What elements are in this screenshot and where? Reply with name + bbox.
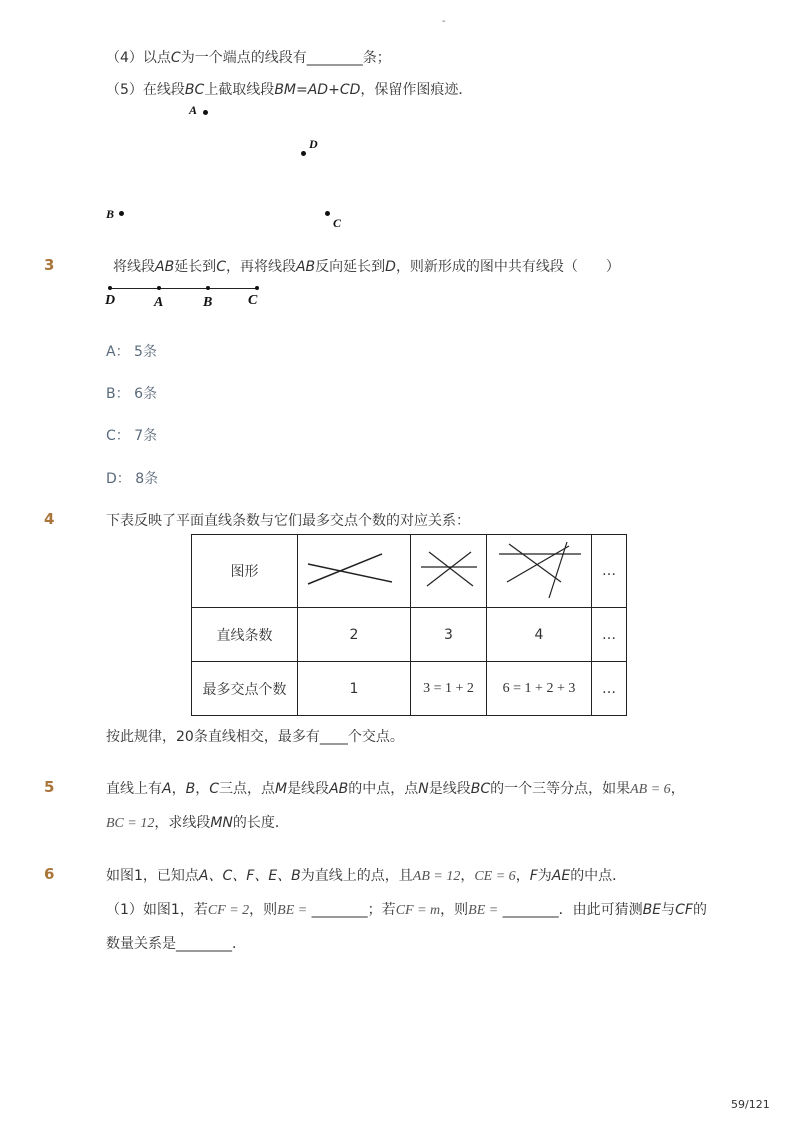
q6-equation-ce: CE = 6 — [474, 869, 516, 884]
q6-equation-cf: CF = 2 — [207, 903, 250, 918]
q4-table — [191, 534, 627, 716]
header-mark: - — [442, 16, 446, 27]
point-label-d: D — [309, 137, 318, 151]
intersection-cell: 1 — [298, 662, 411, 716]
four-lines-figure — [493, 538, 585, 600]
intersection-cell: 3 = 1 + 2 — [411, 662, 487, 716]
q5-text: ，求线段 — [154, 815, 211, 831]
q6-line-1 — [106, 865, 626, 885]
q3-var-1: AB — [155, 259, 175, 275]
option-value: 8条 — [135, 471, 159, 487]
option-value: 7条 — [134, 428, 158, 444]
q5-text: ， — [670, 781, 685, 797]
option-letter: A： — [106, 344, 130, 360]
q3-label-b: B — [203, 295, 213, 310]
q6-equation-ab: AB = 12 — [412, 869, 461, 884]
q5-var-mn: MN — [210, 815, 233, 831]
q2-part5-pre: （5）在线段 — [106, 82, 185, 98]
table-row-line-counts — [192, 608, 627, 662]
q6-text: ， — [515, 868, 530, 884]
q2-part4-pre: （4）以点 — [106, 50, 171, 66]
row-header-intersections: 最多交点个数 — [192, 662, 298, 716]
q3-option-b[interactable] — [106, 383, 157, 403]
shape-4-lines — [487, 535, 592, 608]
q3-option-a[interactable] — [106, 341, 157, 361]
q5-var-c: C — [209, 781, 219, 797]
q6-text: ，则 — [440, 902, 469, 918]
q3-point-b — [206, 286, 210, 290]
q5-sep: ， — [171, 781, 186, 797]
q3-var-4: D — [385, 259, 396, 275]
line-count-cell: 4 — [487, 608, 592, 662]
q6-text: 为直线上的点，且 — [300, 868, 413, 884]
q3-point-a — [157, 286, 161, 290]
q2-part4 — [106, 47, 391, 67]
q5-var-a: A — [162, 781, 172, 797]
point-c — [325, 211, 330, 216]
q6-var-cf: CF — [675, 902, 693, 918]
q6-var-ae: AE — [551, 868, 571, 884]
row-header-line-count: 直线条数 — [192, 608, 298, 662]
q6-number: 6 — [44, 865, 55, 883]
line-count-cell: … — [592, 608, 627, 662]
q2-part4-post: 为一个端点的线段有________条； — [180, 50, 391, 66]
q3-option-c[interactable] — [106, 425, 157, 445]
q3-point-d — [108, 286, 112, 290]
q3-text-5: ，则新形成的图中共有线段（ ） — [395, 259, 620, 275]
q5-text: 的长度． — [232, 815, 289, 831]
q3-question — [113, 256, 620, 276]
q6-equation-cf-m: CF = m — [395, 903, 441, 918]
q5-var-m: M — [274, 781, 288, 797]
three-lines-figure — [417, 544, 481, 594]
q6-text: 的中点． — [570, 868, 627, 884]
q3-point-c — [255, 286, 259, 290]
q3-segment-line — [110, 288, 258, 289]
q5-text: 是线段 — [287, 781, 330, 797]
q4-number: 4 — [44, 510, 55, 528]
shape-ellipsis: … — [592, 535, 627, 608]
q5-text: 的中点，点 — [348, 781, 419, 797]
point-label-b: B — [106, 207, 115, 221]
q6-text: 的 — [692, 902, 707, 918]
q2-part5-post: ，保留作图痕迹． — [360, 82, 473, 98]
q3-text-4: 反向延长到 — [315, 259, 386, 275]
q6-blank: ________；若 — [307, 902, 396, 918]
q5-var-bc: BC — [470, 781, 491, 797]
point-label-c: C — [333, 216, 342, 230]
option-value: 6条 — [134, 386, 157, 402]
q6-line-3: 数量关系是________． — [106, 936, 246, 952]
option-letter: D： — [106, 471, 131, 487]
line-count-cell: 2 — [298, 608, 411, 662]
row-header-shapes: 图形 — [192, 535, 298, 608]
option-letter: C： — [106, 428, 130, 444]
q3-text-3: ，再将线段 — [225, 259, 296, 275]
point-a — [203, 110, 208, 115]
q5-text: 直线上有 — [106, 781, 162, 797]
line-count-cell: 3 — [411, 608, 487, 662]
q3-label-c: C — [248, 293, 258, 308]
shape-3-lines — [411, 535, 487, 608]
intersection-cell: … — [592, 662, 627, 716]
q3-option-d[interactable] — [106, 468, 158, 488]
q6-line-2 — [106, 899, 707, 919]
shape-2-lines — [298, 535, 411, 608]
q4-conclusion: 按此规律，20条直线相交，最多有____个交点。 — [106, 729, 404, 745]
q2-part5-var2: BM=AD+CD — [274, 82, 361, 98]
q5-equation-bc: BC = 12 — [106, 816, 155, 831]
q3-number: 3 — [44, 256, 55, 274]
q6-var-f: F — [529, 868, 538, 884]
q6-text: （1）如图1，若 — [106, 902, 208, 918]
q3-label-a: A — [154, 295, 164, 310]
point-label-a: A — [189, 103, 198, 117]
q6-text: 与 — [661, 902, 676, 918]
q3-var-2: C — [216, 259, 226, 275]
point-d — [301, 151, 306, 156]
q3-var-3: AB — [295, 259, 316, 275]
q5-equation-ab: AB = 6 — [630, 782, 671, 797]
intersection-cell: 6 = 1 + 2 + 3 — [487, 662, 592, 716]
q6-points: A、C、F、E、B — [198, 868, 301, 884]
q5-text: 三点，点 — [218, 781, 275, 797]
page-number: 59/121 — [731, 1098, 770, 1111]
q2-part5-mid: 上截取线段 — [204, 82, 275, 98]
q3-label-d: D — [105, 293, 116, 308]
q6-equation-be: BE = — [277, 903, 308, 918]
q2-part4-var: C — [170, 50, 181, 66]
q5-var-ab: AB — [329, 781, 349, 797]
point-b — [119, 211, 124, 216]
q6-text: ，则 — [249, 902, 278, 918]
table-row-intersections — [192, 662, 627, 716]
q3-text-1: 将线段 — [113, 259, 155, 275]
q6-text: 为 — [537, 868, 552, 884]
q6-blank: ________．由此可猜测 — [498, 902, 643, 918]
table-row-shapes — [192, 535, 627, 608]
option-letter: B： — [106, 386, 130, 402]
q5-var-b: B — [185, 781, 196, 797]
q6-text: ， — [460, 868, 475, 884]
q5-text: 是线段 — [428, 781, 471, 797]
q5-number: 5 — [44, 778, 55, 796]
option-value: 5条 — [134, 344, 157, 360]
q5-sep: ， — [195, 781, 210, 797]
q5-line-2 — [106, 812, 289, 832]
q4-intro: 下表反映了平面直线条数与它们最多交点个数的对应关系： — [106, 513, 470, 529]
q5-line-1 — [106, 778, 685, 798]
q2-part5 — [106, 79, 472, 99]
q2-part5-var1: BC — [184, 82, 205, 98]
q3-text-2: 延长到 — [174, 259, 217, 275]
two-lines-figure — [304, 544, 404, 594]
q5-text: 的一个三等分点，如果 — [490, 781, 631, 797]
q5-var-n: N — [418, 781, 429, 797]
q6-text: 如图1，已知点 — [106, 868, 199, 884]
q6-equation-be: BE = — [468, 903, 499, 918]
q6-var-be: BE — [642, 902, 662, 918]
